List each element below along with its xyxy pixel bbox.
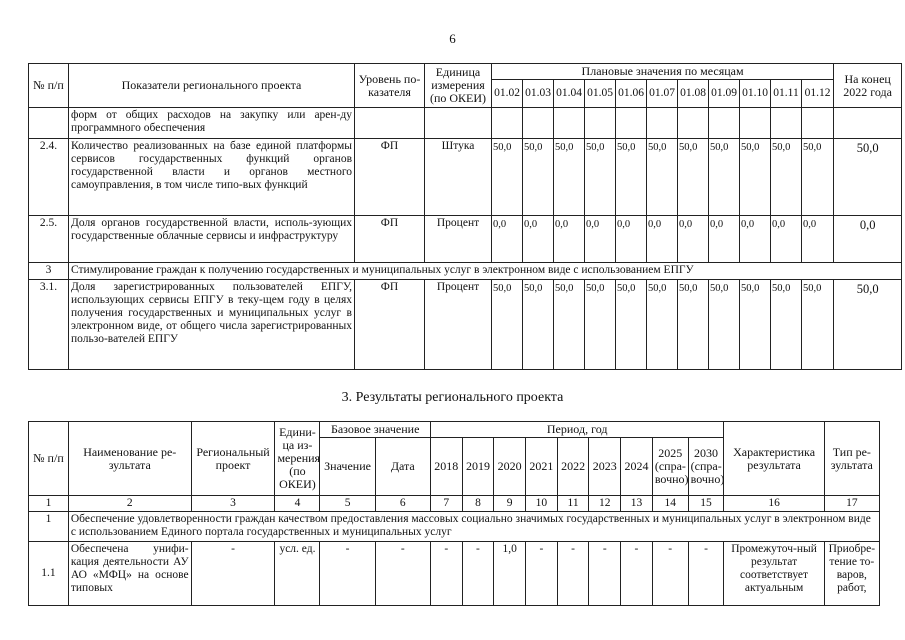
month-value: 50,0: [802, 139, 834, 216]
section-row: [29, 512, 880, 542]
column-number: 10: [526, 496, 558, 512]
section-title-row: Стимулирование граждан к получению государственных и муниципальных услуг в электронном виде с использованием ЕПГУ: [69, 263, 902, 280]
month-header: 01.07: [647, 80, 678, 108]
row-num: 3.1.: [29, 280, 69, 370]
row-num: 1.1: [29, 542, 69, 606]
base-value: -: [320, 542, 375, 606]
year-value: -: [526, 542, 558, 606]
table-row: [29, 139, 902, 216]
header-num: № п/п: [29, 64, 69, 108]
indicator-text: Доля зарегистрированных пользователей ЕПГУ, использующих сервисы ЕПГУ в теку-щем году в целях получения государственных и муниципальных услуг в электронном виде, от общего числа зарегистрированных пользо-вателей ЕПГУ: [69, 280, 355, 370]
year-value: -: [462, 542, 494, 606]
column-number: 8: [462, 496, 494, 512]
month-value: 50,0: [523, 280, 554, 370]
month-value: 50,0: [771, 280, 802, 370]
table-row: [29, 108, 902, 139]
header-indicator: Показатели регионального проекта: [69, 64, 355, 108]
month-header: 01.03: [523, 80, 554, 108]
month-value: 50,0: [647, 139, 678, 216]
month-value: 0,0: [585, 216, 616, 263]
end-value: 0,0: [834, 216, 902, 263]
section-row: [29, 263, 902, 280]
column-number: 4: [275, 496, 320, 512]
results-table: [28, 421, 880, 606]
base-date: -: [375, 542, 430, 606]
month-value: 50,0: [678, 139, 709, 216]
column-number: 17: [824, 496, 879, 512]
section-num: 3: [29, 263, 69, 280]
month-value: 50,0: [616, 139, 647, 216]
month-value: 0,0: [740, 216, 771, 263]
header-plan: Плановые значения по месяцам: [492, 64, 834, 80]
header-level: Уровень по-казателя: [355, 64, 425, 108]
header-base-value: Значение: [320, 438, 375, 496]
header-num: № п/п: [29, 422, 69, 496]
month-header: 01.02: [492, 80, 523, 108]
year-value: -: [430, 542, 462, 606]
month-value: 50,0: [740, 139, 771, 216]
month-value: 0,0: [492, 216, 523, 263]
end-value: 50,0: [834, 280, 902, 370]
month-value: 0,0: [647, 216, 678, 263]
characteristic-value: Промежуточ-ный результат соответствует актуальным: [724, 542, 824, 606]
month-header: 01.08: [678, 80, 709, 108]
table-row: [29, 280, 902, 370]
month-value: 50,0: [709, 280, 740, 370]
month-value: 50,0: [554, 280, 585, 370]
month-value: 50,0: [492, 280, 523, 370]
year-value: -: [688, 542, 724, 606]
column-number: 12: [589, 496, 621, 512]
month-value: 50,0: [771, 139, 802, 216]
column-number: 7: [430, 496, 462, 512]
section-title-row: Обеспечение удовлетворенности граждан качеством предоставления массовых социально значимых государственных и муниципальных услуг в электронном виде с использованием Единого портала государственных и муниципальных услуг: [68, 512, 879, 542]
year-header: 2030 (спра-вочно): [688, 438, 724, 496]
header-unit: Едини-ца из-мерения (по ОКЕИ): [275, 422, 320, 496]
month-header: 01.05: [585, 80, 616, 108]
month-value: 50,0: [585, 139, 616, 216]
indicator-text: Доля органов государственной власти, исполь-зующих государственные облачные сервисы и инфраструктуру: [69, 216, 355, 263]
row-num: 2.4.: [29, 139, 69, 216]
unit-value: Процент: [425, 280, 492, 370]
year-value: 1,0: [494, 542, 526, 606]
header-period: Период, год: [430, 422, 724, 438]
header-base: Базовое значение: [320, 422, 430, 438]
section-heading: 3. Результаты регионального проекта: [341, 390, 564, 405]
year-header: 2020: [494, 438, 526, 496]
header-base-date: Дата: [375, 438, 430, 496]
year-header: 2024: [621, 438, 653, 496]
indicator-text: форм от общих расходов на закупку или арен-ду программного обеспечения: [69, 108, 355, 139]
year-header: 2018: [430, 438, 462, 496]
month-value: 50,0: [616, 280, 647, 370]
column-number: 2: [68, 496, 191, 512]
column-number: 15: [688, 496, 724, 512]
month-value: 50,0: [585, 280, 616, 370]
header-project: Региональный проект: [191, 422, 275, 496]
indicators-table: [28, 63, 902, 370]
end-value: 50,0: [834, 139, 902, 216]
year-value: -: [589, 542, 621, 606]
header-characteristic: Характеристика результата: [724, 422, 824, 496]
month-header: 01.09: [709, 80, 740, 108]
column-numbers-row: [29, 496, 880, 512]
result-name: Обеспечена унифи-кация деятельности АУ АО «МФЦ» на основе типовых: [68, 542, 191, 606]
month-header: 01.11: [771, 80, 802, 108]
year-value: -: [652, 542, 688, 606]
column-number: 6: [375, 496, 430, 512]
month-value: 50,0: [492, 139, 523, 216]
column-number: 5: [320, 496, 375, 512]
project-value: -: [191, 542, 275, 606]
month-header: 01.10: [740, 80, 771, 108]
header-name: Наименование ре-зультата: [68, 422, 191, 496]
indicator-text: Количество реализованных на базе единой платформы сервисов государственных функций органов государственной власти и органов местного самоуправления, в том числе типо-вых функций: [69, 139, 355, 216]
month-value: 0,0: [678, 216, 709, 263]
level-value: ФП: [355, 280, 425, 370]
header-unit: Единица измерения (по ОКЕИ): [425, 64, 492, 108]
column-number: 11: [557, 496, 589, 512]
month-header: 01.06: [616, 80, 647, 108]
month-value: 0,0: [523, 216, 554, 263]
section-num: 1: [29, 512, 69, 542]
month-value: 0,0: [771, 216, 802, 263]
header-end: На конец 2022 года: [834, 64, 902, 108]
column-number: 16: [724, 496, 824, 512]
type-value: Приобре-тение то-варов, работ,: [824, 542, 879, 606]
month-value: 50,0: [802, 280, 834, 370]
unit-value: Процент: [425, 216, 492, 263]
row-num: [29, 108, 69, 139]
column-number: 13: [621, 496, 653, 512]
month-value: 0,0: [616, 216, 647, 263]
month-value: 50,0: [740, 280, 771, 370]
year-header: 2021: [526, 438, 558, 496]
level-value: ФП: [355, 216, 425, 263]
table-row: [29, 542, 880, 606]
page-number: 6: [449, 31, 456, 46]
row-num: 2.5.: [29, 216, 69, 263]
month-value: 50,0: [523, 139, 554, 216]
month-value: 50,0: [709, 139, 740, 216]
table-row: [29, 216, 902, 263]
month-header: 01.12: [802, 80, 834, 108]
month-value: 50,0: [554, 139, 585, 216]
year-header: 2019: [462, 438, 494, 496]
level-value: ФП: [355, 139, 425, 216]
year-value: -: [557, 542, 589, 606]
unit-value: Штука: [425, 139, 492, 216]
month-value: 0,0: [802, 216, 834, 263]
month-value: 50,0: [678, 280, 709, 370]
year-header: 2022: [557, 438, 589, 496]
column-number: 9: [494, 496, 526, 512]
unit-value: усл. ед.: [275, 542, 320, 606]
month-header: 01.04: [554, 80, 585, 108]
header-type: Тип ре-зультата: [824, 422, 879, 496]
month-value: 0,0: [709, 216, 740, 263]
year-header: 2023: [589, 438, 621, 496]
column-number: 14: [652, 496, 688, 512]
column-number: 1: [29, 496, 69, 512]
month-value: 50,0: [647, 280, 678, 370]
year-header: 2025 (спра-вочно): [652, 438, 688, 496]
year-value: -: [621, 542, 653, 606]
column-number: 3: [191, 496, 275, 512]
month-value: 0,0: [554, 216, 585, 263]
